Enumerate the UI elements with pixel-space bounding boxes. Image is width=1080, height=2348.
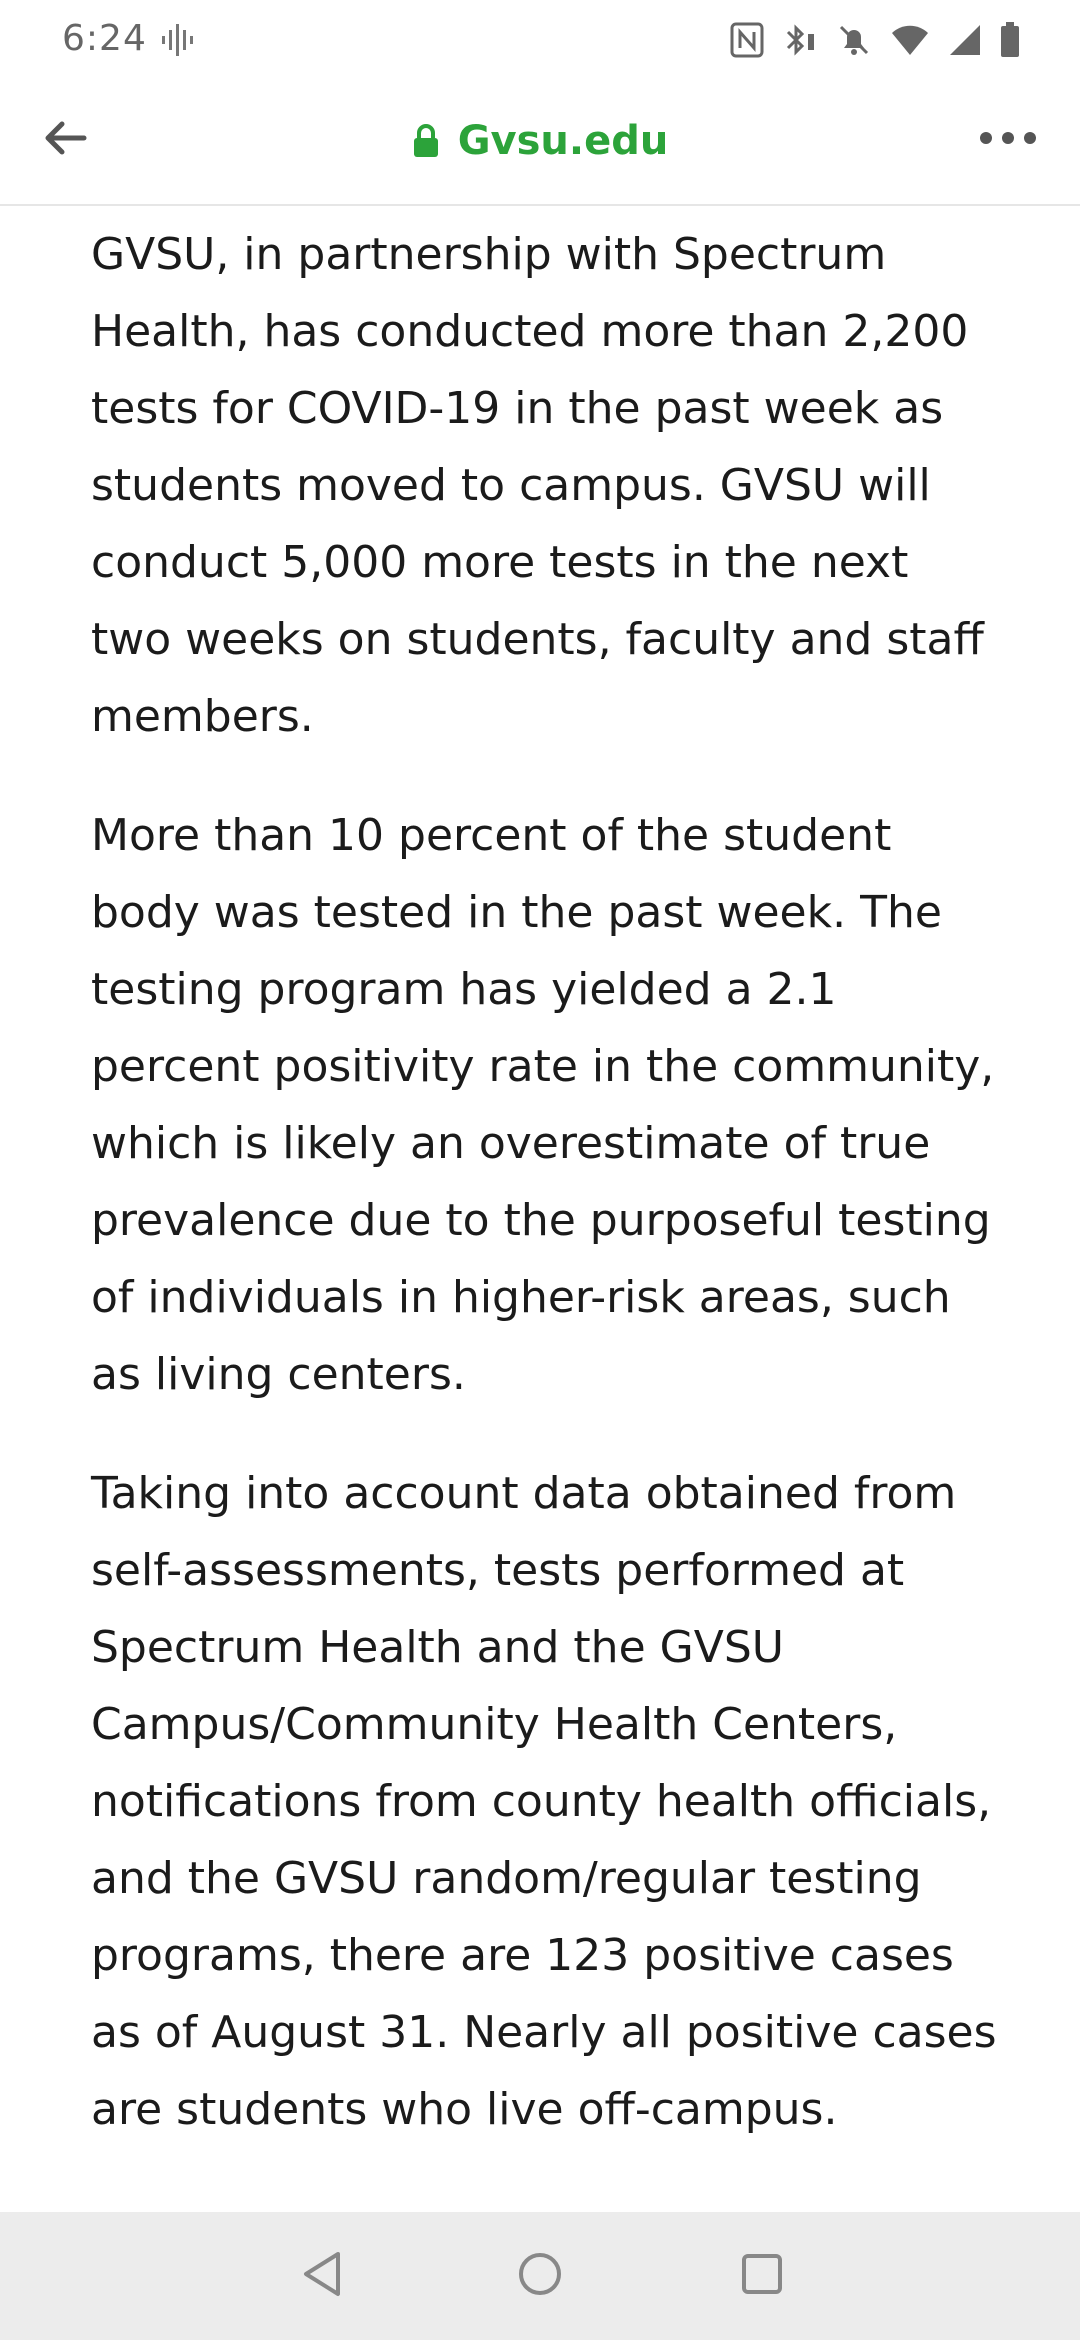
nav-back-button[interactable] <box>294 2248 350 2304</box>
article-paragraph: GVSU, in partnership with Spectrum Health, has conducted more than 2,200 tests for COVID-19 in the past week as students moved to campus. GVSU will conduct 5,000 more tests in the next two weeks on students, faculty and staff members. <box>91 229 984 742</box>
article-partial-line <box>91 2190 1001 2212</box>
signal-icon <box>948 23 982 57</box>
nav-recents-button[interactable] <box>734 2248 790 2304</box>
mute-icon <box>836 22 872 58</box>
status-time: 6:24 <box>62 18 147 59</box>
article-paragraph: Taking into account data obtained from self-assessments, tests performed at Spectrum Health and the GVSU Campus/Community Health Centers, notifications from county health officials, and the GVSU random/regular testing programs, there are 123 positive cases as of August 31. Nearly all positive cases are students who live off-campus. <box>91 1468 997 2135</box>
status-bar <box>0 0 1080 80</box>
nav-home-button[interactable] <box>512 2248 568 2304</box>
browser-toolbar <box>0 80 1080 206</box>
system-nav-bar <box>0 2212 1080 2340</box>
article-body <box>91 216 1001 2190</box>
url-display[interactable] <box>0 118 1080 164</box>
nfc-icon <box>730 22 764 58</box>
lock-icon <box>412 123 440 159</box>
article-paragraph: More than 10 percent of the student body was tested in the past week. The testing program has yielded a 2.1 percent positivity rate in the community, which is likely an overestimate of true prevalence due to the purposeful testing of individuals in higher-risk areas, such as living centers. <box>91 810 995 1400</box>
nav-back-icon <box>300 2250 344 2302</box>
battery-icon <box>1000 22 1020 58</box>
status-icons <box>730 20 1020 60</box>
bluetooth-icon <box>782 22 818 58</box>
url-text: Gvsu.edu <box>457 118 669 164</box>
more-options-icon <box>978 130 1038 150</box>
nav-recents-icon <box>740 2252 784 2300</box>
more-options-button[interactable] <box>972 112 1044 168</box>
wifi-icon <box>890 23 930 57</box>
podcast-icon <box>158 20 198 60</box>
nav-home-icon <box>516 2250 564 2302</box>
